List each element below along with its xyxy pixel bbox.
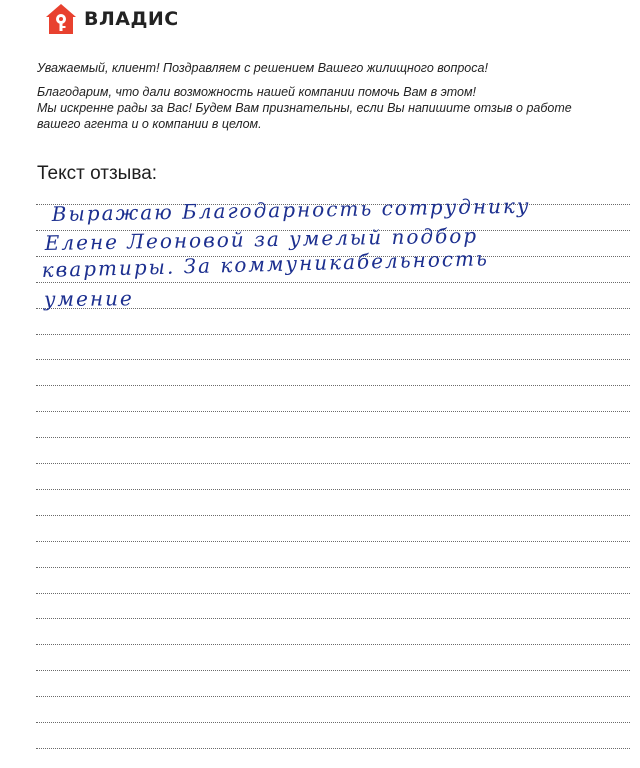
intro-greeting: Уважаемый, клиент! Поздравляем с решением Вашего жилищного вопроса!	[37, 61, 488, 75]
handwritten-line: Елене Леоновой за умелый подбор	[44, 223, 479, 255]
intro-thanks: Благодарим, что дали возможность нашей компании помочь Вам в этом! Мы искренне рады за Вас! Будем Вам признательны, если Вы напишите отзыв о работе вашего агента и о компании в целом.	[37, 85, 572, 131]
handwritten-line: квартиры. За коммуникабельность	[41, 246, 490, 282]
handwritten-line: умение	[43, 286, 134, 311]
brand-name: ВЛАДИС	[84, 8, 179, 30]
review-heading: Текст отзыва:	[37, 163, 158, 184]
handwritten-line: Выражаю Благодарность сотруднику	[51, 193, 531, 226]
